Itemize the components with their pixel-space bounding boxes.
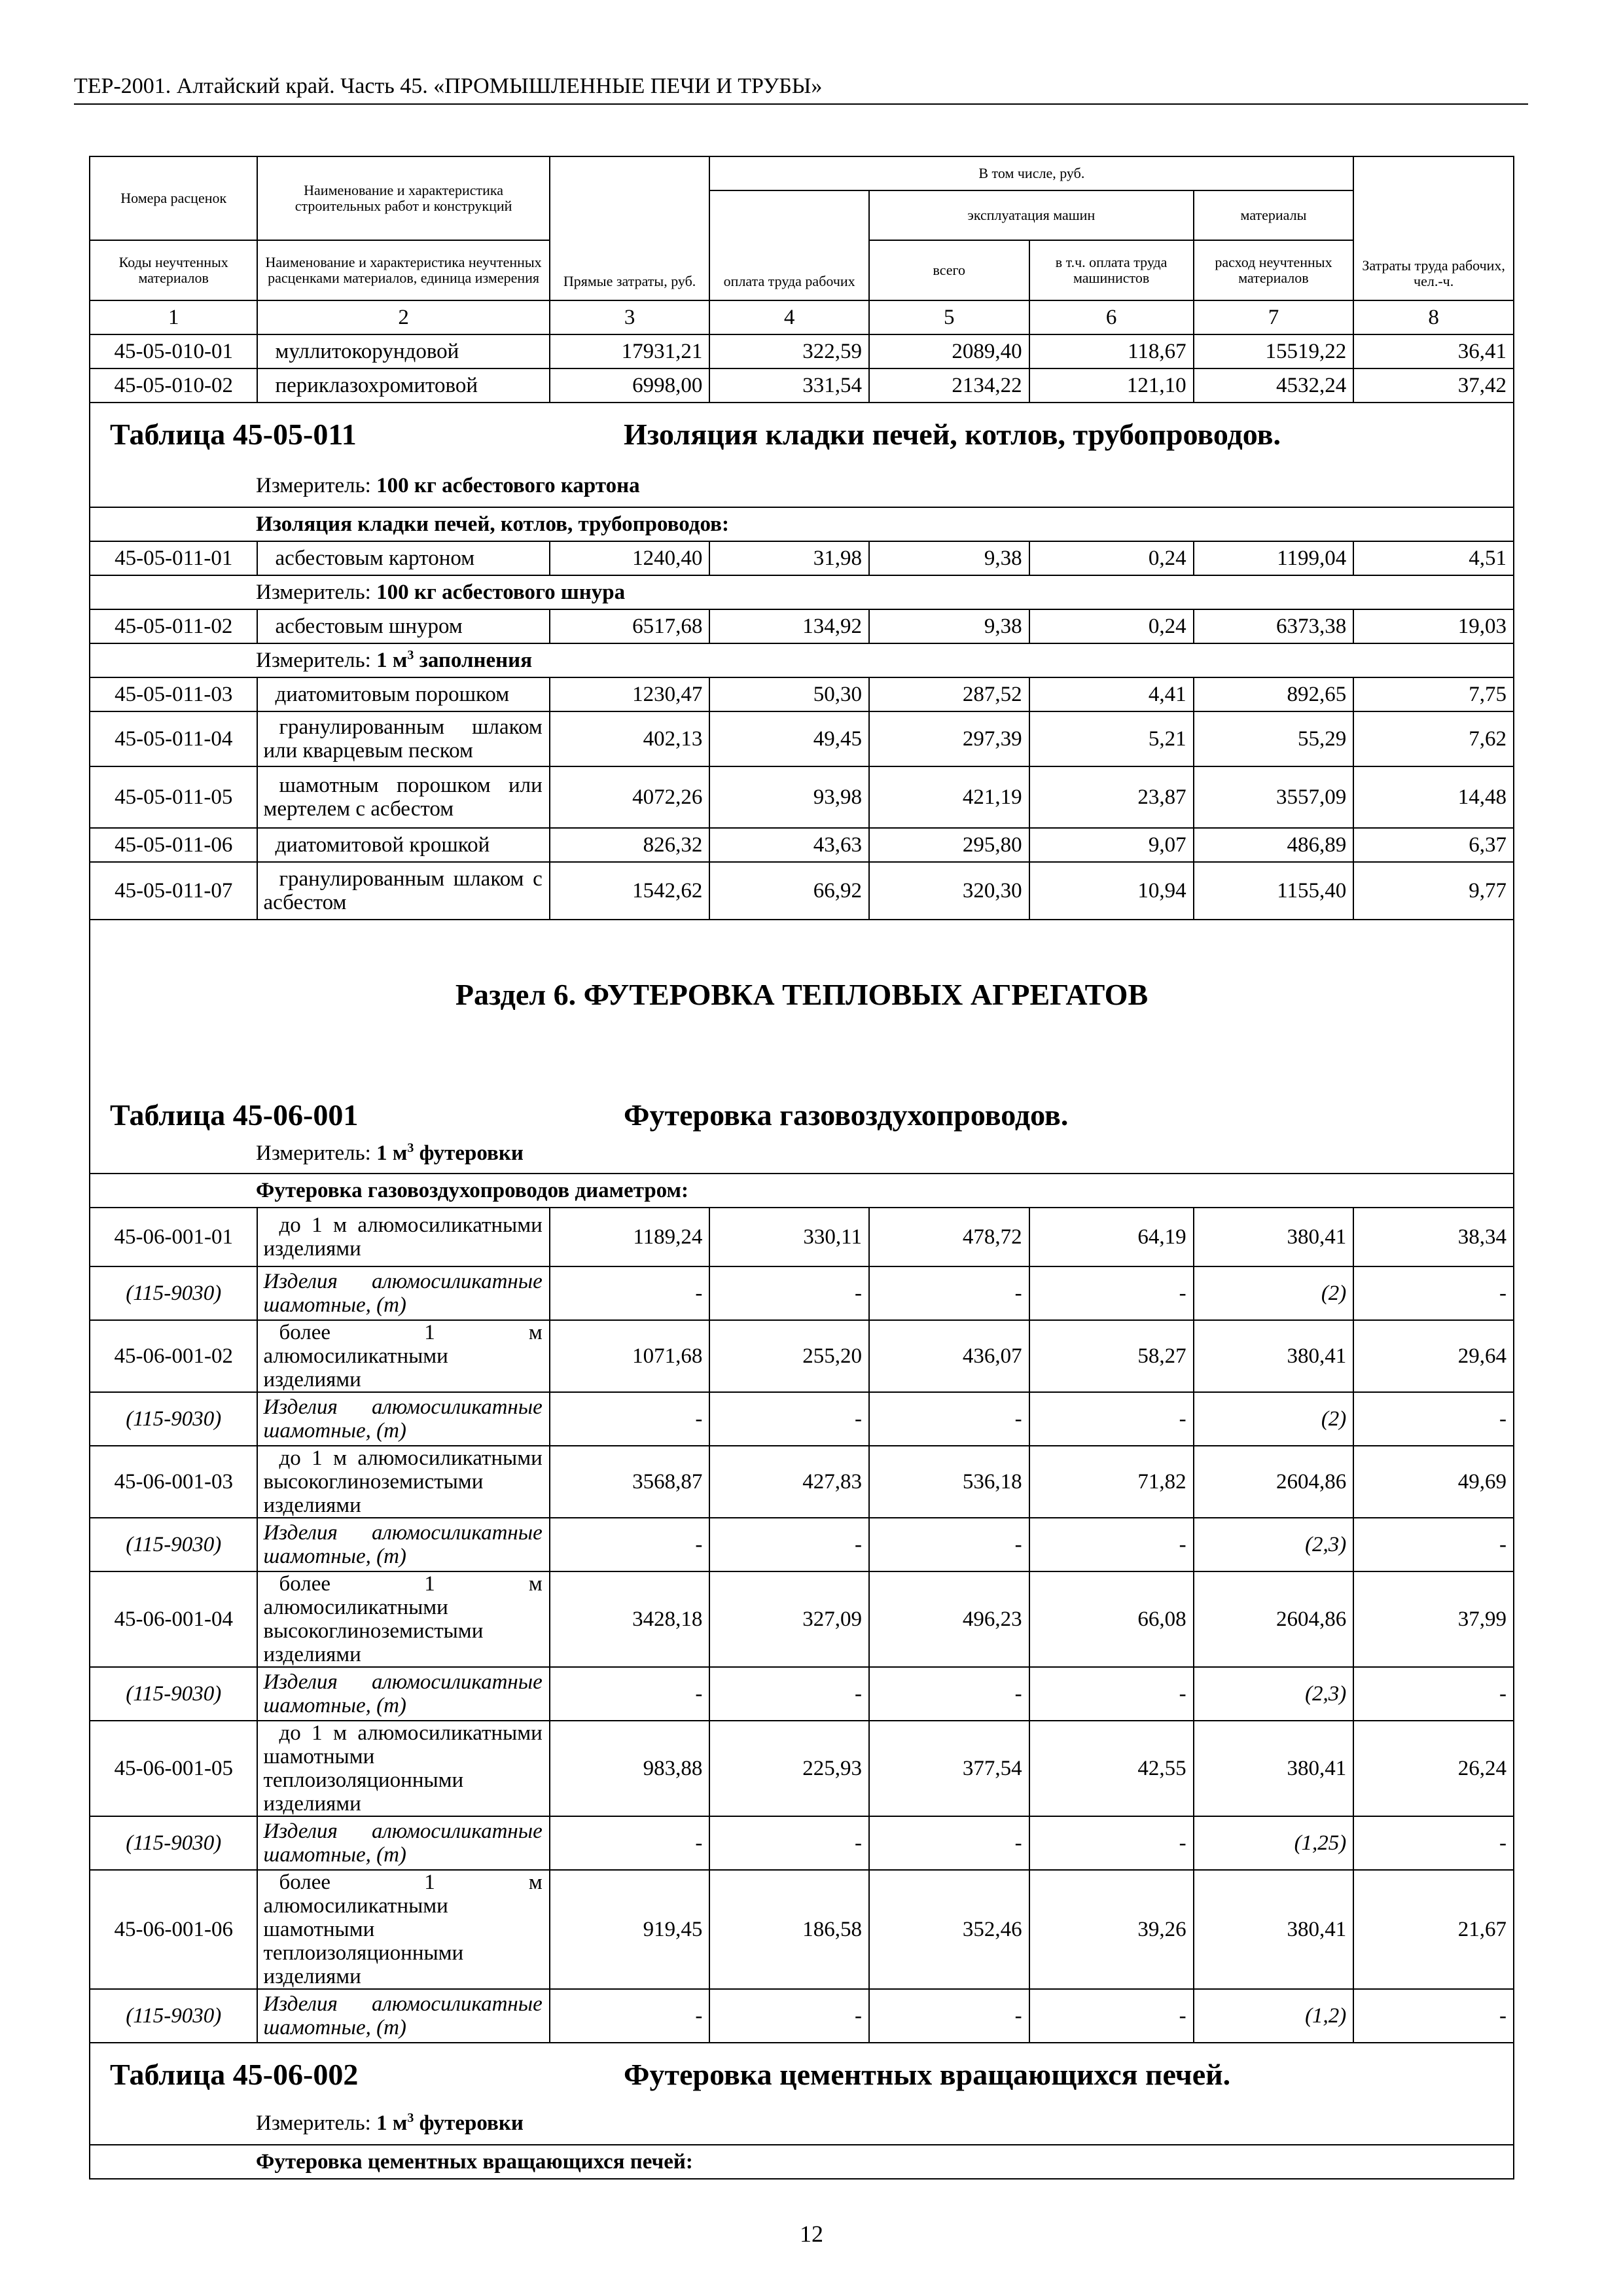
- table-row: [90, 828, 1514, 862]
- dash: -: [550, 1266, 710, 1320]
- materials: 6373,38: [1194, 609, 1354, 643]
- section-6-heading: [90, 920, 1514, 1174]
- dash: -: [709, 1266, 869, 1320]
- measurement-unit: Измеритель: 1 $м^3$ заполнения: [90, 643, 1514, 677]
- wages: 50,30: [709, 677, 869, 711]
- labor: 4,51: [1353, 541, 1514, 575]
- col-labor: Затраты труда рабочих, чел.-ч.: [1353, 156, 1514, 300]
- table-title: Изоляция кладки печей, котлов, трубопроводов.: [624, 418, 1281, 451]
- machines-wages: 10,94: [1029, 862, 1194, 920]
- dash: -: [869, 1989, 1029, 2043]
- machines-wages: 0,24: [1029, 609, 1194, 643]
- wages: 49,45: [709, 711, 869, 766]
- labor: 29,64: [1353, 1320, 1514, 1392]
- wages: 66,92: [709, 862, 869, 920]
- direct-cost: 826,32: [550, 828, 710, 862]
- machines-wages: 58,27: [1029, 1320, 1194, 1392]
- col-wages: оплата труда рабочих: [709, 190, 869, 300]
- machines-total: 2089,40: [869, 334, 1029, 368]
- material-quantity: (2,3): [1194, 1667, 1354, 1721]
- section-title: Раздел 6. ФУТЕРОВКА ТЕПЛОВЫХ АГРЕГАТОВ: [455, 978, 1149, 1011]
- direct-cost: 1230,47: [550, 677, 710, 711]
- machines-total: 2134,22: [869, 368, 1029, 403]
- col-mat-codes: Коды неучтенных материалов: [90, 240, 257, 300]
- wages: 134,92: [709, 609, 869, 643]
- rate-code: 45-05-011-04: [90, 711, 257, 766]
- labor: 36,41: [1353, 334, 1514, 368]
- table-row: [90, 1571, 1514, 1667]
- materials: 1155,40: [1194, 862, 1354, 920]
- machines-total: 295,80: [869, 828, 1029, 862]
- material-name: Изделия алюмосиликатные шамотные, (т): [257, 1816, 549, 1870]
- rate-code: 45-05-011-02: [90, 609, 257, 643]
- table-title: Футеровка газовоздухопроводов.: [624, 1098, 1069, 1132]
- machines-total: 421,19: [869, 766, 1029, 828]
- dash: -: [869, 1392, 1029, 1446]
- labor: 19,03: [1353, 609, 1514, 643]
- material-quantity: (1,25): [1194, 1816, 1354, 1870]
- dash: -: [869, 1816, 1029, 1870]
- rate-code: 45-06-001-03: [90, 1446, 257, 1518]
- material-name: Изделия алюмосиликатные шамотные, (т): [257, 1392, 549, 1446]
- wages: 327,09: [709, 1571, 869, 1667]
- rate-code: 45-06-001-06: [90, 1870, 257, 1989]
- direct-cost: 1071,68: [550, 1320, 710, 1392]
- dash: -: [709, 1989, 869, 2043]
- machines-total: 287,52: [869, 677, 1029, 711]
- col-rate-no: Номера расценок: [90, 156, 257, 240]
- rate-name: более 1 м алюмосиликатными изделиями: [257, 1320, 549, 1392]
- direct-cost: 919,45: [550, 1870, 710, 1989]
- rate-name: шамотным порошком или мертелем с асбестом: [257, 766, 549, 828]
- col-num: 2: [257, 300, 549, 334]
- machines-total: 496,23: [869, 1571, 1029, 1667]
- table-row: [90, 766, 1514, 828]
- col-materials-spend: расход неучтенных материалов: [1194, 240, 1354, 300]
- col-num: 6: [1029, 300, 1194, 334]
- rate-code: 45-05-011-06: [90, 828, 257, 862]
- col-direct: Прямые затраты, руб.: [550, 156, 710, 300]
- materials: 380,41: [1194, 1208, 1354, 1266]
- dash: -: [1029, 1266, 1194, 1320]
- machines-total: 297,39: [869, 711, 1029, 766]
- machines-total: 478,72: [869, 1208, 1029, 1266]
- machines-wages: 5,21: [1029, 711, 1194, 766]
- rate-code: 45-05-011-07: [90, 862, 257, 920]
- direct-cost: 402,13: [550, 711, 710, 766]
- material-name: Изделия алюмосиликатные шамотные, (т): [257, 1989, 549, 2043]
- rate-name: муллитокорундовой: [257, 334, 549, 368]
- material-row: [90, 1816, 1514, 1870]
- machines-wages: 0,24: [1029, 541, 1194, 575]
- dash: -: [550, 1989, 710, 2043]
- labor: 6,37: [1353, 828, 1514, 862]
- materials: 3557,09: [1194, 766, 1354, 828]
- direct-cost: 6998,00: [550, 368, 710, 403]
- table-heading-011: [90, 403, 1514, 507]
- table-heading-002: [90, 2043, 1514, 2145]
- rate-name: более 1 м алюмосиликатными шамотными теплоизоляционными изделиями: [257, 1870, 549, 1989]
- direct-cost: 6517,68: [550, 609, 710, 643]
- labor: 37,99: [1353, 1571, 1514, 1667]
- dash: -: [1353, 1667, 1514, 1721]
- dash: -: [1029, 1667, 1194, 1721]
- rate-code: 45-06-001-04: [90, 1571, 257, 1667]
- rate-code: 45-06-001-02: [90, 1320, 257, 1392]
- rate-name: асбестовым картоном: [257, 541, 549, 575]
- labor: 38,34: [1353, 1208, 1514, 1266]
- rate-name: до 1 м алюмосиликатными шамотными теплоизоляционными изделиями: [257, 1721, 549, 1816]
- material-code: (115-9030): [90, 1816, 257, 1870]
- machines-wages: 71,82: [1029, 1446, 1194, 1518]
- machines-total: 9,38: [869, 541, 1029, 575]
- table-row: [90, 677, 1514, 711]
- material-row: [90, 1989, 1514, 2043]
- table-row: [90, 1208, 1514, 1266]
- col-materials: материалы: [1194, 190, 1354, 240]
- rate-name: гранулированным шлаком или кварцевым песком: [257, 711, 549, 766]
- table-row: [90, 368, 1514, 403]
- materials: 15519,22: [1194, 334, 1354, 368]
- material-quantity: (1,2): [1194, 1989, 1354, 2043]
- material-quantity: (2): [1194, 1266, 1354, 1320]
- machines-wages: 39,26: [1029, 1870, 1194, 1989]
- wages: 186,58: [709, 1870, 869, 1989]
- table-row: [90, 1870, 1514, 1989]
- rate-name: гранулированным шлаком с асбестом: [257, 862, 549, 920]
- dash: -: [709, 1816, 869, 1870]
- wages: 322,59: [709, 334, 869, 368]
- material-code: (115-9030): [90, 1266, 257, 1320]
- materials: 380,41: [1194, 1320, 1354, 1392]
- dash: -: [869, 1667, 1029, 1721]
- dash: -: [550, 1392, 710, 1446]
- measurement-unit: Измеритель: 1 $м^3$ футеровки: [256, 1141, 524, 1165]
- material-name: Изделия алюмосиликатные шамотные, (т): [257, 1518, 549, 1571]
- machines-total: 536,18: [869, 1446, 1029, 1518]
- wages: 255,20: [709, 1320, 869, 1392]
- direct-cost: 3568,87: [550, 1446, 710, 1518]
- table-row: [90, 862, 1514, 920]
- machines-wages: 118,67: [1029, 334, 1194, 368]
- table-number: Таблица 45-06-001: [110, 1098, 359, 1132]
- material-code: (115-9030): [90, 1667, 257, 1721]
- dash: -: [709, 1667, 869, 1721]
- rate-code: 45-05-011-03: [90, 677, 257, 711]
- machines-wages: 4,41: [1029, 677, 1194, 711]
- direct-cost: 17931,21: [550, 334, 710, 368]
- col-num: 8: [1353, 300, 1514, 334]
- labor: 26,24: [1353, 1721, 1514, 1816]
- dash: -: [1029, 1518, 1194, 1571]
- labor: 9,77: [1353, 862, 1514, 920]
- col-mat-names: Наименование и характеристика неучтенных расценками материалов, единица измерения: [257, 240, 549, 300]
- material-row: [90, 1392, 1514, 1446]
- material-name: Изделия алюмосиликатные шамотные, (т): [257, 1266, 549, 1320]
- materials: 380,41: [1194, 1721, 1354, 1816]
- materials: 892,65: [1194, 677, 1354, 711]
- table-number: Таблица 45-05-011: [110, 418, 357, 451]
- col-work-name: Наименование и характеристика строительных работ и конструкций: [257, 156, 549, 240]
- labor: 7,75: [1353, 677, 1514, 711]
- direct-cost: 4072,26: [550, 766, 710, 828]
- machines-total: 436,07: [869, 1320, 1029, 1392]
- col-num: 4: [709, 300, 869, 334]
- dash: -: [1353, 1816, 1514, 1870]
- rate-code: 45-06-001-05: [90, 1721, 257, 1816]
- direct-cost: 983,88: [550, 1721, 710, 1816]
- labor: 49,69: [1353, 1446, 1514, 1518]
- wages: 93,98: [709, 766, 869, 828]
- dash: -: [1029, 1392, 1194, 1446]
- rate-code: 45-06-001-01: [90, 1208, 257, 1266]
- rate-name: до 1 м алюмосиликатными изделиями: [257, 1208, 549, 1266]
- section-title: Изоляция кладки печей, котлов, трубопроводов:: [90, 507, 1514, 541]
- machines-wages: 42,55: [1029, 1721, 1194, 1816]
- rate-code: 45-05-011-01: [90, 541, 257, 575]
- materials: 2604,86: [1194, 1571, 1354, 1667]
- table-row: [90, 1721, 1514, 1816]
- materials: 486,89: [1194, 828, 1354, 862]
- material-row: [90, 1266, 1514, 1320]
- wages: 330,11: [709, 1208, 869, 1266]
- col-machines-wages: в т.ч. оплата труда машинистов: [1029, 240, 1194, 300]
- materials: 1199,04: [1194, 541, 1354, 575]
- rate-code: 45-05-010-01: [90, 334, 257, 368]
- machines-total: 377,54: [869, 1721, 1029, 1816]
- materials: 380,41: [1194, 1870, 1354, 1989]
- material-code: (115-9030): [90, 1392, 257, 1446]
- material-row: [90, 1667, 1514, 1721]
- col-num: 7: [1194, 300, 1354, 334]
- materials: 4532,24: [1194, 368, 1354, 403]
- section-title: Футеровка цементных вращающихся печей:: [90, 2145, 1514, 2179]
- dash: -: [1353, 1518, 1514, 1571]
- dash: -: [1029, 1816, 1194, 1870]
- machines-total: 352,46: [869, 1870, 1029, 1989]
- direct-cost: 1542,62: [550, 862, 710, 920]
- materials: 2604,86: [1194, 1446, 1354, 1518]
- direct-cost: 1189,24: [550, 1208, 710, 1266]
- wages: 225,93: [709, 1721, 869, 1816]
- col-machines: эксплуатация машин: [869, 190, 1194, 240]
- dash: -: [869, 1518, 1029, 1571]
- col-num: 3: [550, 300, 710, 334]
- running-header: ТЕР-2001. Алтайский край. Часть 45. «ПРОМЫШЛЕННЫЕ ПЕЧИ И ТРУБЫ»: [74, 73, 1528, 105]
- col-num: 5: [869, 300, 1029, 334]
- material-quantity: (2,3): [1194, 1518, 1354, 1571]
- rate-name: периклазохромитовой: [257, 368, 549, 403]
- machines-wages: 66,08: [1029, 1571, 1194, 1667]
- section-title: Футеровка газовоздухопроводов диаметром:: [90, 1174, 1514, 1208]
- col-num: 1: [90, 300, 257, 334]
- material-name: Изделия алюмосиликатные шамотные, (т): [257, 1667, 549, 1721]
- direct-cost: 3428,18: [550, 1571, 710, 1667]
- table-title: Футеровка цементных вращающихся печей.: [624, 2058, 1231, 2091]
- col-incl: В том числе, руб.: [709, 156, 1353, 190]
- table-row: [90, 1446, 1514, 1518]
- wages: 31,98: [709, 541, 869, 575]
- material-row: [90, 1518, 1514, 1571]
- page-number: 12: [800, 2221, 823, 2247]
- dash: -: [1353, 1392, 1514, 1446]
- measurement-unit: Измеритель: 100 кг асбестового шнура: [90, 575, 1514, 609]
- rate-code: 45-05-010-02: [90, 368, 257, 403]
- measurement-unit: Измеритель: 1 $м^3$ футеровки: [256, 2111, 524, 2135]
- material-quantity: (2): [1194, 1392, 1354, 1446]
- rate-name: диатомитовой крошкой: [257, 828, 549, 862]
- dash: -: [550, 1518, 710, 1571]
- rates-table: [89, 156, 1514, 2179]
- machines-wages: 9,07: [1029, 828, 1194, 862]
- wages: 43,63: [709, 828, 869, 862]
- dash: -: [869, 1266, 1029, 1320]
- labor: 14,48: [1353, 766, 1514, 828]
- machines-wages: 64,19: [1029, 1208, 1194, 1266]
- labor: 7,62: [1353, 711, 1514, 766]
- table-row: [90, 609, 1514, 643]
- measurement-unit: Измеритель: 100 кг асбестового картона: [256, 474, 640, 497]
- direct-cost: 1240,40: [550, 541, 710, 575]
- dash: -: [550, 1667, 710, 1721]
- table-row: [90, 541, 1514, 575]
- dash: -: [1029, 1989, 1194, 2043]
- col-machines-total: всего: [869, 240, 1029, 300]
- rate-name: более 1 м алюмосиликатными высокоглиноземистыми изделиями: [257, 1571, 549, 1667]
- dash: -: [550, 1816, 710, 1870]
- machines-total: 9,38: [869, 609, 1029, 643]
- material-code: (115-9030): [90, 1989, 257, 2043]
- machines-total: 320,30: [869, 862, 1029, 920]
- wages: 331,54: [709, 368, 869, 403]
- rate-name: асбестовым шнуром: [257, 609, 549, 643]
- table-row: [90, 1320, 1514, 1392]
- rate-name: до 1 м алюмосиликатными высокоглиноземистыми изделиями: [257, 1446, 549, 1518]
- column-numbers-row: [90, 300, 1514, 334]
- dash: -: [1353, 1989, 1514, 2043]
- machines-wages: 23,87: [1029, 766, 1194, 828]
- wages: 427,83: [709, 1446, 869, 1518]
- rate-name: диатомитовым порошком: [257, 677, 549, 711]
- dash: -: [709, 1518, 869, 1571]
- dash: -: [709, 1392, 869, 1446]
- material-code: (115-9030): [90, 1518, 257, 1571]
- table-row: [90, 334, 1514, 368]
- materials: 55,29: [1194, 711, 1354, 766]
- machines-wages: 121,10: [1029, 368, 1194, 403]
- table-number: Таблица 45-06-002: [110, 2058, 359, 2091]
- labor: 37,42: [1353, 368, 1514, 403]
- rate-code: 45-05-011-05: [90, 766, 257, 828]
- labor: 21,67: [1353, 1870, 1514, 1989]
- table-row: [90, 711, 1514, 766]
- dash: -: [1353, 1266, 1514, 1320]
